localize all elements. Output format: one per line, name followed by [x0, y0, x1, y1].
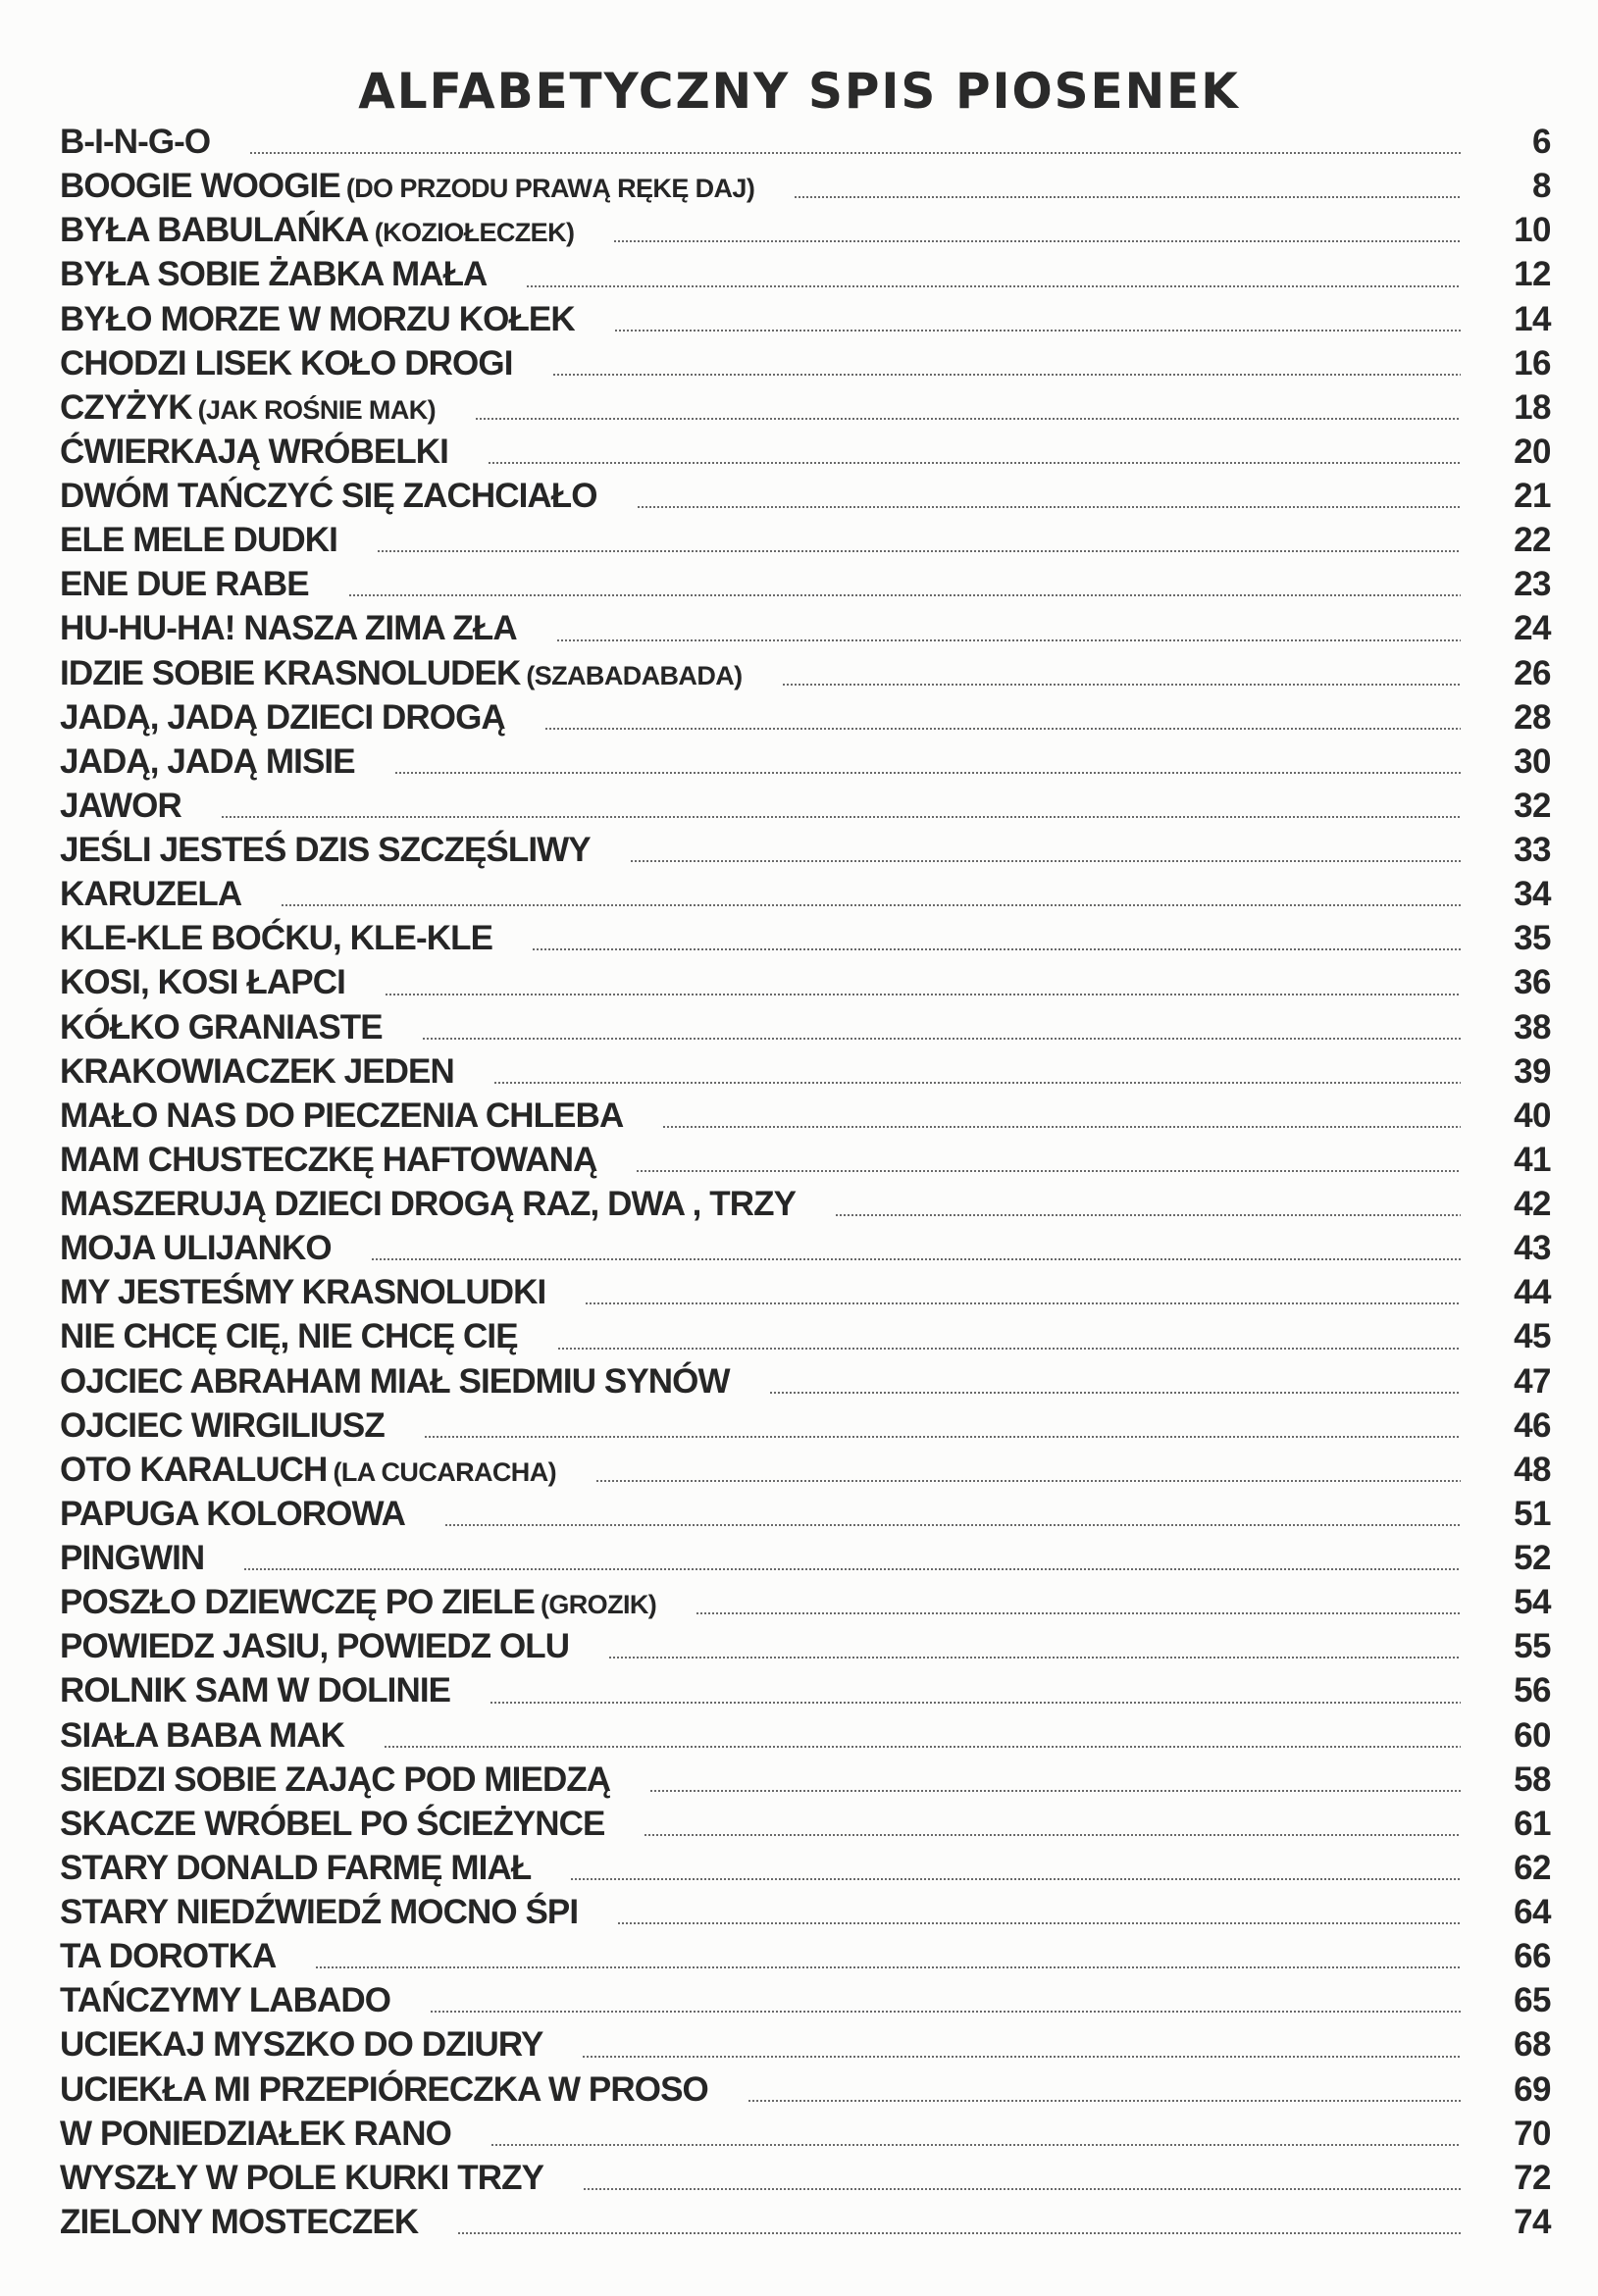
- page-number: 14: [1514, 299, 1551, 338]
- index-entry: [60, 1094, 1551, 1138]
- page-number: 54: [1514, 1583, 1551, 1622]
- dot-leader: [424, 1436, 1461, 1438]
- page-number: 72: [1514, 2158, 1551, 2197]
- page-number: 74: [1514, 2202, 1551, 2241]
- index-entry: [60, 1403, 1551, 1448]
- song-title: [60, 1317, 518, 1356]
- song-title: [60, 1098, 623, 1133]
- index-entry: [60, 1758, 1551, 1802]
- index-entry: [60, 1802, 1551, 1846]
- index-entry: [60, 1314, 1551, 1358]
- page-number: 66: [1514, 1937, 1551, 1976]
- index-entry: [60, 2067, 1551, 2112]
- page-number: 32: [1514, 786, 1551, 825]
- page-number: 30: [1514, 741, 1551, 781]
- song-subtitle: (DO PRZODU PRAWĄ RĘKĘ DAJ): [345, 174, 755, 204]
- index-entry: [60, 1668, 1551, 1712]
- song-title: [60, 609, 517, 648]
- song-title-text: BYŁO MORZE W MORZU KOŁEK: [60, 299, 575, 338]
- song-title: [60, 387, 437, 427]
- dot-leader: [243, 1568, 1461, 1570]
- page-number: 45: [1514, 1317, 1551, 1356]
- page-number: 26: [1514, 653, 1551, 692]
- page-number: 60: [1514, 1715, 1551, 1755]
- index-entry: [60, 606, 1551, 650]
- index-entry: [60, 916, 1551, 960]
- page-number: 62: [1514, 1848, 1551, 1887]
- page-number: 16: [1514, 343, 1551, 383]
- song-title-text: BOOGIE WOOGIE: [60, 167, 340, 206]
- index-entry: [60, 784, 1551, 828]
- song-subtitle: (KOZIOŁECZEK): [374, 218, 575, 248]
- song-title: [60, 963, 345, 1002]
- dot-leader: [782, 684, 1461, 686]
- song-title-text: STARY DONALD FARMĘ MIAŁ: [60, 1848, 532, 1887]
- song-title-text: SIAŁA BABA MAK: [60, 1715, 345, 1755]
- song-title: [60, 1140, 597, 1179]
- index-entry: [60, 1624, 1551, 1668]
- dot-leader: [430, 2011, 1461, 2013]
- song-title-text: MY JESTEŚMY KRASNOLUDKI: [60, 1273, 546, 1312]
- index-entry: [60, 1049, 1551, 1094]
- song-title: [60, 1229, 332, 1268]
- song-title-text: POSZŁO DZIEWCZĘ PO ZIELE: [60, 1583, 535, 1622]
- dot-leader: [385, 994, 1461, 995]
- index-entry: [60, 960, 1551, 1004]
- song-title: [60, 167, 755, 206]
- song-title: [60, 2158, 544, 2197]
- song-title-text: UCIEKŁA MI PRZEPIÓRECZKA W PROSO: [60, 2069, 708, 2109]
- index-entry: [60, 695, 1551, 740]
- index-entry: [60, 1359, 1551, 1403]
- index-entry: [60, 2156, 1551, 2200]
- song-title: [60, 831, 591, 870]
- dot-leader: [490, 2144, 1461, 2146]
- page-number: 43: [1514, 1229, 1551, 1268]
- index-entry: [60, 297, 1551, 341]
- index-entry: [60, 1713, 1551, 1758]
- song-title: [60, 2069, 708, 2109]
- page-number: 64: [1514, 1893, 1551, 1932]
- song-title-text: ZIELONY MOSTECZEK: [60, 2202, 419, 2241]
- index-entry: [60, 872, 1551, 916]
- song-title-text: STARY NIEDŹWIEDŹ MOCNO ŚPI: [60, 1893, 579, 1932]
- song-title: [60, 1185, 797, 1224]
- index-entry: [60, 828, 1551, 872]
- dot-leader: [315, 1966, 1461, 1968]
- page-number: 8: [1532, 167, 1551, 206]
- dot-leader: [644, 1834, 1461, 1836]
- song-index-list: [60, 120, 1551, 2244]
- index-entry: [60, 1978, 1551, 2022]
- song-subtitle: (JAK ROŚNIE MAK): [197, 394, 437, 425]
- dot-leader: [488, 462, 1461, 464]
- song-title-text: PAPUGA KOLOROWA: [60, 1494, 406, 1533]
- song-title-text: ELE MELE DUDKI: [60, 521, 337, 560]
- index-entry: [60, 341, 1551, 385]
- song-title-text: OTO KARALUCH: [60, 1450, 328, 1489]
- song-title-text: WYSZŁY W POLE KURKI TRZY: [60, 2158, 544, 2197]
- song-title: [60, 1981, 391, 2020]
- song-title-text: MASZERUJĄ DZIECI DROGĄ RAZ, DWA , TRZY: [60, 1185, 797, 1224]
- index-entry: [60, 2200, 1551, 2244]
- dot-leader: [835, 1214, 1461, 1216]
- page-number: 70: [1514, 2114, 1551, 2153]
- dot-leader: [570, 1878, 1461, 1880]
- song-title: [60, 2114, 452, 2153]
- song-title-text: MAŁO NAS DO PIECZENIA CHLEBA: [60, 1096, 624, 1135]
- song-title: [60, 1893, 579, 1932]
- song-title: [60, 1361, 730, 1401]
- page-number: 22: [1514, 521, 1551, 560]
- index-entry: [60, 518, 1551, 562]
- page-number: 52: [1514, 1539, 1551, 1578]
- dot-leader: [696, 1612, 1461, 1614]
- song-title: [60, 919, 493, 958]
- song-title: [60, 1673, 450, 1708]
- dot-leader: [582, 2056, 1461, 2058]
- song-title: [60, 123, 211, 162]
- index-entry: [60, 120, 1551, 164]
- song-title: [60, 521, 337, 560]
- song-title-text: PINGWIN: [60, 1539, 205, 1578]
- index-entry: [60, 1226, 1551, 1270]
- song-title-text: HU-HU-HA! NASZA ZIMA ZŁA: [60, 609, 517, 648]
- song-title: [60, 299, 575, 338]
- dot-leader: [249, 152, 1461, 154]
- dot-leader: [747, 2100, 1461, 2102]
- page-number: 56: [1514, 1671, 1551, 1710]
- dot-leader: [281, 904, 1461, 906]
- song-title: [60, 875, 242, 914]
- page-number: 44: [1514, 1273, 1551, 1312]
- song-title: [60, 2202, 419, 2241]
- dot-leader: [422, 1038, 1461, 1040]
- page-number: 55: [1514, 1627, 1551, 1666]
- dot-leader: [662, 1126, 1461, 1128]
- index-entry: [60, 1138, 1551, 1182]
- page-title: ALFABETYCZNY SPIS PIOSENEK: [358, 62, 1240, 120]
- dot-leader: [637, 506, 1461, 508]
- song-title-text: ĆWIERKAJĄ WRÓBELKI: [60, 432, 449, 471]
- page-number: 51: [1514, 1494, 1551, 1533]
- page-number: 41: [1514, 1140, 1551, 1179]
- page-number: 34: [1514, 875, 1551, 914]
- dot-leader: [544, 728, 1461, 730]
- dot-leader: [583, 2188, 1461, 2190]
- index-entry: [60, 1448, 1551, 1492]
- song-title: [60, 211, 575, 250]
- song-title: [60, 434, 448, 469]
- index-entry: [60, 1270, 1551, 1314]
- song-title: [60, 697, 505, 737]
- dot-leader: [794, 196, 1461, 198]
- index-entry: [60, 1005, 1551, 1049]
- song-title: [60, 565, 309, 604]
- song-title: [60, 1007, 383, 1046]
- dot-leader: [614, 330, 1461, 332]
- dot-leader: [348, 594, 1461, 596]
- song-title-text: NIE CHCĘ CIĘ, NIE CHCĘ CIĘ: [60, 1317, 518, 1356]
- dot-leader: [557, 1348, 1461, 1350]
- dot-leader: [371, 1258, 1461, 1260]
- page-number: 40: [1514, 1096, 1551, 1135]
- song-title: [60, 1583, 657, 1622]
- song-title: [60, 1539, 205, 1578]
- song-title-text: KOSI, KOSI ŁAPCI: [60, 963, 345, 1002]
- song-title: [60, 1273, 546, 1312]
- index-entry: [60, 1580, 1551, 1624]
- page-number: 28: [1514, 697, 1551, 737]
- page-number: 23: [1514, 565, 1551, 604]
- dot-leader: [552, 374, 1461, 376]
- song-title-text: OJCIEC WIRGILIUSZ: [60, 1405, 385, 1445]
- dot-leader: [384, 1746, 1461, 1748]
- dot-leader: [444, 1524, 1461, 1526]
- dot-leader: [595, 1480, 1461, 1482]
- dot-leader: [221, 816, 1461, 818]
- dot-leader: [490, 1702, 1461, 1704]
- page-number: 42: [1514, 1185, 1551, 1224]
- song-title: [60, 1627, 570, 1666]
- song-title: [60, 1762, 610, 1797]
- song-title-text: ENE DUE RABE: [60, 565, 309, 604]
- song-title-text: JAWOR: [60, 786, 181, 825]
- song-title-text: KRAKOWIACZEK JEDEN: [60, 1051, 454, 1091]
- song-title: [60, 653, 743, 692]
- dot-leader: [377, 550, 1461, 552]
- song-title: [60, 477, 597, 516]
- song-title: [60, 343, 513, 383]
- dot-leader: [475, 418, 1461, 420]
- dot-leader: [769, 1392, 1461, 1394]
- index-entry: [60, 385, 1551, 430]
- dot-leader: [649, 1790, 1461, 1792]
- song-title-text: JADĄ, JADĄ MISIE: [60, 741, 355, 781]
- page-number: 38: [1514, 1007, 1551, 1046]
- index-entry: [60, 740, 1551, 784]
- song-title-text: TAŃCZYMY LABADO: [60, 1981, 391, 2020]
- song-subtitle: (LA CUCARACHA): [333, 1456, 556, 1487]
- song-title: [60, 1494, 406, 1533]
- index-entry: [60, 2112, 1551, 2156]
- song-title-text: CZYŻYK: [60, 387, 192, 427]
- page-number: 36: [1514, 963, 1551, 1002]
- index-entry: [60, 651, 1551, 695]
- song-title-text: SKACZE WRÓBEL PO ŚCIEŻYNCE: [60, 1804, 605, 1843]
- dot-leader: [532, 948, 1461, 950]
- page-number: 65: [1514, 1981, 1551, 2020]
- page-number: 12: [1514, 255, 1551, 294]
- song-title-text: OJCIEC ABRAHAM MIAŁ SIEDMIU SYNÓW: [60, 1361, 730, 1401]
- song-title-text: KARUZELA: [60, 875, 242, 914]
- song-title: [60, 1848, 532, 1887]
- index-entry: [60, 1934, 1551, 1978]
- song-subtitle: (GROZIK): [540, 1590, 657, 1620]
- song-title-text: BYŁA SOBIE ŻABKA MAŁA: [60, 255, 488, 294]
- song-title-text: KLE-KLE BOĆKU, KLE-KLE: [60, 919, 493, 958]
- page-number: 21: [1514, 477, 1551, 516]
- dot-leader: [585, 1302, 1461, 1304]
- page-number: 46: [1514, 1405, 1551, 1445]
- index-entry: [60, 164, 1551, 208]
- song-title-text: TA DOROTKA: [60, 1937, 277, 1976]
- song-title-text: KÓŁKO GRANIASTE: [60, 1007, 383, 1046]
- page-number: 39: [1514, 1051, 1551, 1091]
- song-title: [60, 2025, 543, 2065]
- song-title: [60, 1450, 556, 1489]
- song-title: [60, 1051, 454, 1091]
- song-title-text: JEŚLI JESTEŚ DZIS SZCZĘŚLIWY: [60, 831, 591, 870]
- page-number: 20: [1514, 432, 1551, 471]
- song-title-text: W PONIEDZIAŁEK RANO: [60, 2114, 452, 2153]
- index-entry: [60, 430, 1551, 474]
- song-title-text: BYŁA BABULAŃKA: [60, 211, 369, 250]
- dot-leader: [526, 285, 1461, 287]
- page-number: 18: [1514, 387, 1551, 427]
- index-entry: [60, 2022, 1551, 2066]
- song-title-text: IDZIE SOBIE KRASNOLUDEK: [60, 653, 521, 692]
- song-title-text: DWÓM TAŃCZYĆ SIĘ ZACHCIAŁO: [60, 477, 597, 516]
- dot-leader: [556, 639, 1461, 641]
- song-title-text: CHODZI LISEK KOŁO DROGI: [60, 343, 513, 383]
- page-number: 33: [1514, 831, 1551, 870]
- dot-leader: [457, 2232, 1461, 2234]
- page-number: 10: [1514, 211, 1551, 250]
- page-number: 47: [1514, 1361, 1551, 1401]
- page-number: 61: [1514, 1804, 1551, 1843]
- dot-leader: [493, 1082, 1461, 1084]
- song-title: [60, 1405, 385, 1445]
- index-entry: [60, 474, 1551, 518]
- index-entry: [60, 252, 1551, 296]
- song-subtitle: (SZABADABADA): [526, 660, 743, 690]
- index-entry: [60, 1890, 1551, 1934]
- index-entry: [60, 208, 1551, 252]
- song-title-text: POWIEDZ JASIU, POWIEDZ OLU: [60, 1627, 570, 1666]
- index-entry: [60, 1182, 1551, 1226]
- song-title: [60, 1804, 605, 1843]
- page-number: 35: [1514, 919, 1551, 958]
- song-title: [60, 255, 488, 294]
- index-entry: [60, 1846, 1551, 1890]
- song-title-text: MAM CHUSTECZKĘ HAFTOWANĄ: [60, 1140, 597, 1179]
- song-title-text: SIEDZI SOBIE ZAJĄC POD MIEDZĄ: [60, 1760, 611, 1799]
- index-entry: [60, 562, 1551, 606]
- song-title-text: JADĄ, JADĄ DZIECI DROGĄ: [60, 697, 505, 737]
- page-number: 68: [1514, 2025, 1551, 2065]
- song-title-text: ROLNIK SAM W DOLINIE: [60, 1671, 451, 1710]
- page-number: 24: [1514, 609, 1551, 648]
- song-title-text: MOJA ULIJANKO: [60, 1229, 332, 1268]
- page-number: 48: [1514, 1450, 1551, 1489]
- page-number: 58: [1514, 1760, 1551, 1799]
- page-number: 6: [1532, 123, 1551, 162]
- index-entry: [60, 1536, 1551, 1580]
- dot-leader: [608, 1657, 1461, 1658]
- song-title: [60, 741, 355, 781]
- dot-leader: [613, 240, 1461, 242]
- index-entry: [60, 1492, 1551, 1536]
- dot-leader: [617, 1922, 1461, 1924]
- song-title: [60, 786, 181, 825]
- song-title-text: UCIEKAJ MYSZKO DO DZIURY: [60, 2025, 543, 2065]
- dot-leader: [636, 1170, 1461, 1172]
- dot-leader: [394, 772, 1461, 774]
- dot-leader: [630, 860, 1461, 862]
- page-number: 69: [1514, 2069, 1551, 2109]
- song-title-text: B-I-N-G-O: [60, 123, 211, 162]
- song-title: [60, 1715, 345, 1755]
- song-title: [60, 1937, 277, 1976]
